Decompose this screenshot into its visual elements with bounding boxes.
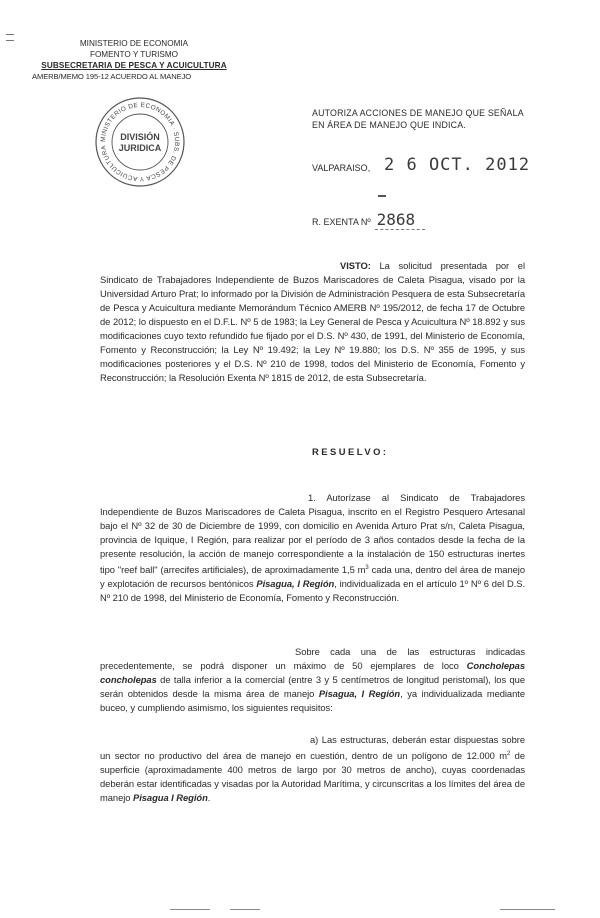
date-line bbox=[312, 155, 531, 175]
scan-footer-marks bbox=[170, 909, 590, 913]
article-1-lead: 1. Autorízase al Sindicato de Trabajadores Independiente de Buzos Mariscadores de Caleta Pisagua, inscrito en el Registro Pesquero Artesanal bajo el Nº 32 de 30 de Diciembre de 1999, con domicilio en Avenida Arturo Prat s/n, Caleta Pisagua, provincia de Iquique, I Región, para realizar por el período de 3 años contados desde la fecha de la presente resolución, la acción de manejo correspondiente a la instalación de 150 estructuras inertes tipo "reef ball" (arrecifes artificiales), de aproximadamente 1,5 m bbox=[100, 492, 525, 576]
visto-label: VISTO: bbox=[340, 260, 371, 271]
article-1-tail: , individualizada en el artículo 1º Nº 6 del D.S. Nº 210 de 1998, del Ministerio de Economía, Fomento y Reconstrucción. bbox=[100, 578, 526, 604]
date-city: VALPARAISO, bbox=[312, 163, 371, 173]
ministry-name-2: FOMENTO Y TURISMO bbox=[89, 50, 179, 59]
scan-edge-mark bbox=[6, 34, 14, 35]
article-1-mid: cada una, dentro del área de manejo y explotación de recursos bentónicos bbox=[100, 564, 525, 590]
paragraph-2-species: Concholepas concholepas bbox=[100, 660, 525, 686]
requirement-a-end: . bbox=[207, 792, 211, 804]
visto-text: La solicitud presentada por el Sindicato de Trabajadores Independiente de Buzos Mariscadores de Caleta Pisagua, visado por la Universidad Arturo Prat; lo informado por la División de Administración Pesquera de esta Subsecretaría de Pesca y Acuicultura mediante Memorándum Técnico AMERB Nº 195/2012, de fecha 17 de Octubre de 2012; lo dispuesto en el D.F.L. Nº 5 de 1983; la Ley General de Pesca y Acuicultura Nº 18.892 y sus modificaciones cuyo texto refundido fue fijado por el D.S. Nº 430, de 1991, del Ministerio de Economía, Fomento y Reconstrucción; la Ley Nº 19.492; la Ley Nº 19.880; los D.S. Nº 355 de 1995, y sus modificaciones posteriores y el D.S. Nº 210 de 1998, todos del Ministerio de Economía, Fomento y Reconstrucción; la Resolución Exenta Nº 1815 de 2012, de esta Subsecretaría. bbox=[100, 260, 525, 384]
paragraph-2 bbox=[100, 645, 525, 715]
paragraph-2-mid: de talla inferior a la comercial (entre 3 y 5 centímetros de longitud peristomal), los que serán obtenidos desde la misma área de manejo bbox=[100, 674, 525, 700]
letterhead bbox=[34, 38, 234, 82]
requirement-a-lead: a) Las estructuras, deberán estar dispuestas sobre un sector no productivo del área de manejo en cuestión, dentro de un polígono de 12.000 m bbox=[100, 734, 525, 762]
requirement-a-superscript: 2 bbox=[506, 751, 511, 758]
exenta-label: R. EXENTA Nº bbox=[312, 217, 371, 227]
paragraph-2-tail: , ya individualizada mediante buceo, y cumpliendo asimismo, los siguientes requisitos: bbox=[100, 688, 525, 714]
exenta-number: 2868 bbox=[375, 210, 426, 230]
paragraph-2-lead: Sobre cada una de las estructuras indicadas precedentemente, se podrá disponer un máximo de 50 ejemplares de loco bbox=[100, 646, 525, 672]
requirement-a-tail: de superficie (aproximadamente 400 metros de largo por 30 metros de ancho), cuyas coordenadas deberán estar identificadas y visadas por la Autoridad Marítima, y circunscritas a los límites del área de manejo bbox=[100, 750, 526, 804]
stamp-center-line-2: JURIDICA bbox=[118, 143, 162, 153]
ministry-name: MINISTERIO DE ECONOMIA bbox=[79, 39, 189, 48]
resolution-subject: AUTORIZA ACCIONES DE MANEJO QUE SEÑALA EN ÁREA DE MANEJO QUE INDICA. bbox=[312, 108, 524, 130]
subsecretaria-name: SUBSECRETARIA DE PESCA Y ACUICULTURA bbox=[41, 61, 227, 70]
visto-paragraph bbox=[100, 259, 525, 385]
stamp-center-line-1: DIVISIÓN bbox=[120, 132, 160, 142]
article-1-superscript: 3 bbox=[365, 565, 369, 572]
article-1-paragraph bbox=[100, 491, 525, 606]
resuelvo-heading: RESUELVO: bbox=[312, 446, 389, 457]
paragraph-2-area: Pisagua, I Región bbox=[318, 688, 401, 700]
requirement-a-area: Pisagua I Región bbox=[133, 792, 208, 804]
memo-reference: AMERB/MEMO 195-12 ACUERDO AL MANEJO bbox=[32, 72, 192, 81]
scan-edge-mark bbox=[6, 40, 14, 41]
division-juridica-stamp bbox=[93, 95, 187, 189]
date-stamp: 2 6 OCT. 2012 bbox=[384, 155, 531, 175]
requirement-a-paragraph bbox=[100, 733, 525, 805]
stamp-ring-text: MINISTERIO DE ECONOMIA · SUBS. DE PESCA Y ACUICULTURA bbox=[99, 101, 181, 183]
article-1-area: Pisagua, I Región bbox=[256, 578, 335, 590]
dash-mark bbox=[378, 195, 386, 197]
exenta-line bbox=[312, 210, 425, 229]
